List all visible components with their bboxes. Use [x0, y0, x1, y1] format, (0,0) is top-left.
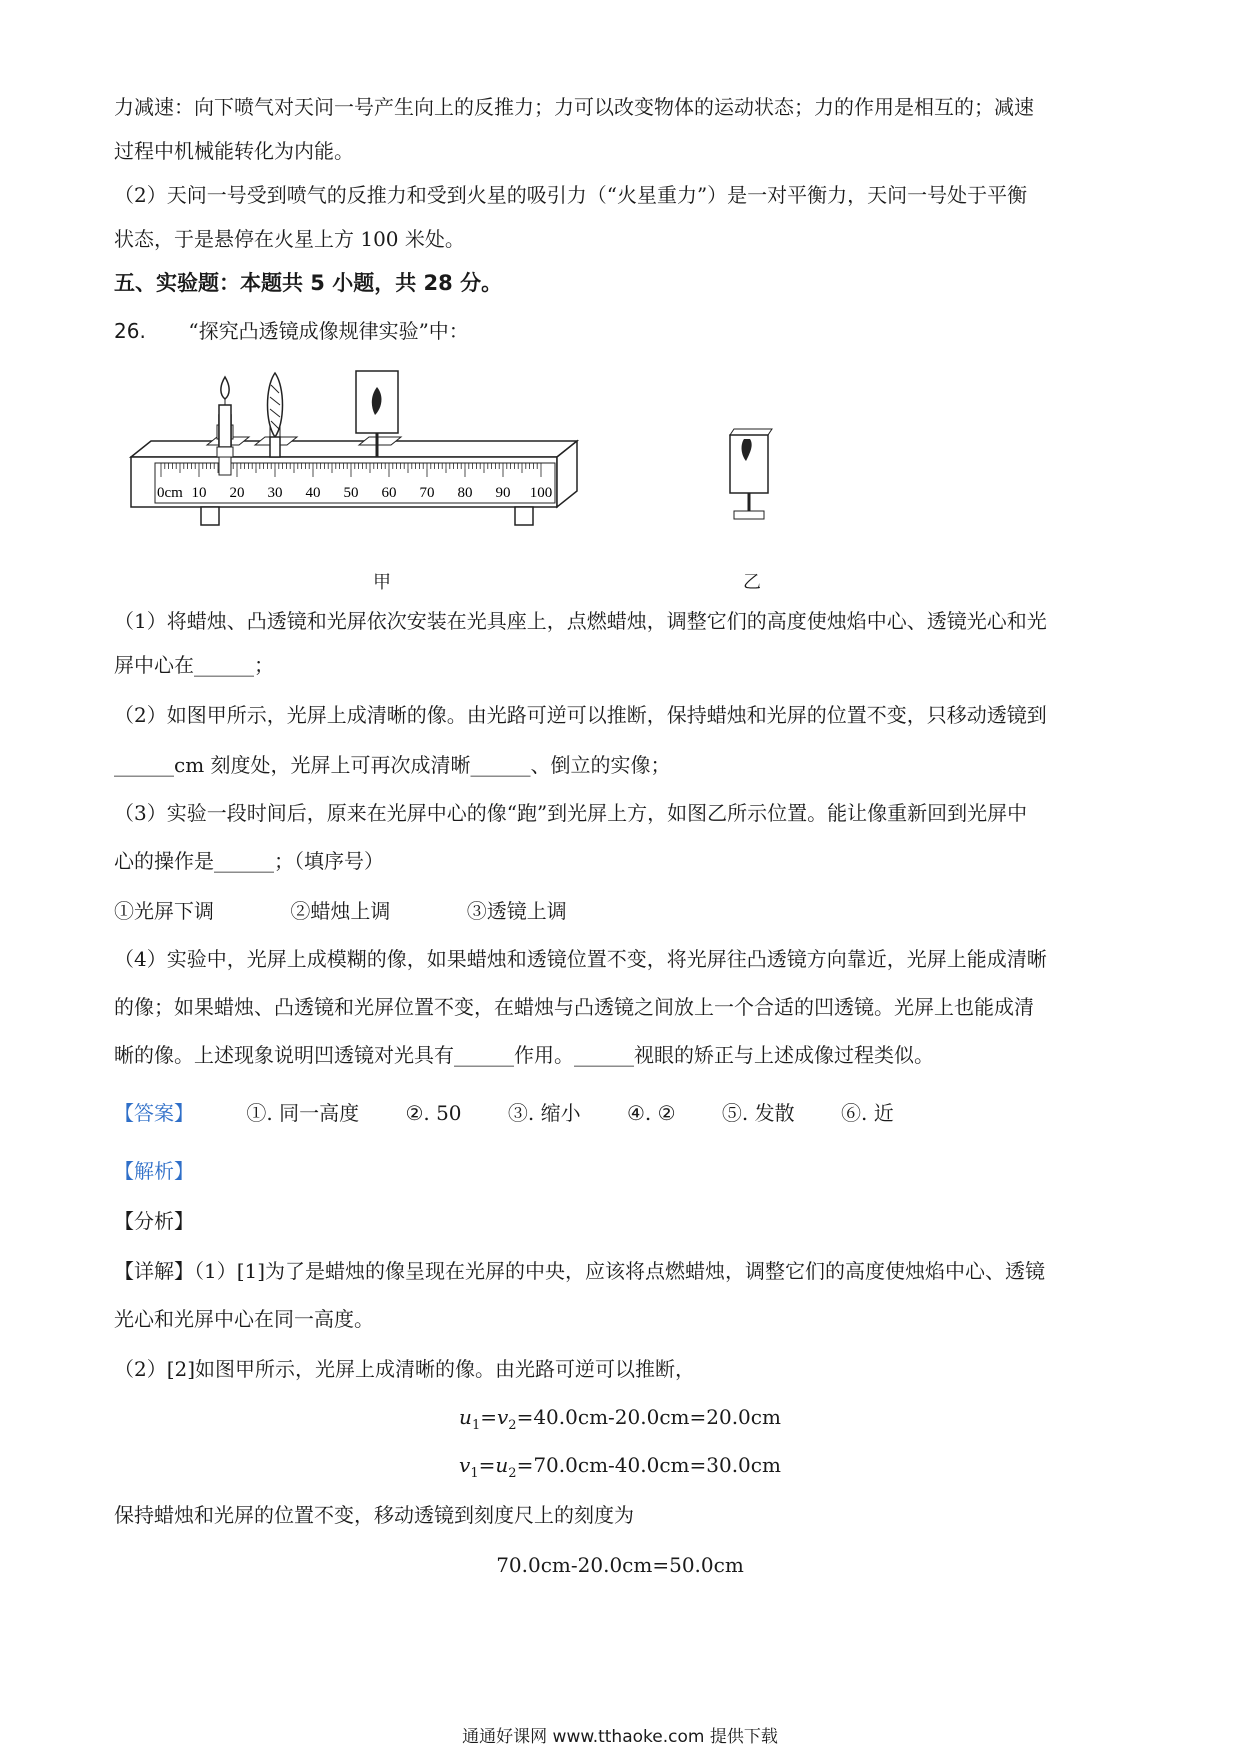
- answer-label: 【答案】: [114, 1101, 194, 1125]
- paragraph-line: （2）[2]如图甲所示，光屏上成清晰的像。由光路可逆可以推断，: [114, 1357, 696, 1381]
- paragraph-line: （2）天问一号受到喷气的反推力和受到火星的吸引力（“火星重力”）是一对平衡力，天问一号处于平衡: [114, 183, 1028, 207]
- equation-1: $u_1=v_2=40.0cm-20.0cm=20.0cm$: [459, 1405, 781, 1433]
- paragraph-line: 晰的像。上述现象说明凹透镜对光具有______作用。______视眼的矫正与上述成像过程类似。: [114, 1043, 934, 1067]
- paragraph-line: 【详解】（1）[1]为了是蜡烛的像呈现在光屏的中央，应该将点燃蜡烛，调整它们的高度使烛焰中心、透镜: [114, 1259, 1046, 1283]
- lens-icon: [268, 373, 283, 437]
- ruler-label: 40: [305, 485, 321, 501]
- paragraph-line: （1）将蜡烛、凸透镜和光屏依次安装在光具座上，点燃蜡烛，调整它们的高度使烛焰中心、透镜光心和光: [114, 609, 1047, 633]
- ruler-label: 100: [529, 485, 553, 501]
- answer-item: ①. 同一高度: [246, 1101, 360, 1125]
- ruler-label: 30: [267, 485, 283, 501]
- fenxi-label: 【分析】: [114, 1209, 194, 1233]
- paragraph-line: 屏中心在______；: [114, 653, 274, 677]
- answer-item: ②. 50: [405, 1101, 462, 1125]
- figure-caption-a: 甲: [373, 572, 391, 593]
- answer-item: ④. ②: [626, 1101, 676, 1125]
- ruler-label: 60: [381, 485, 397, 501]
- option-2: ②蜡烛上调: [290, 899, 391, 923]
- figure-caption-b: 乙: [743, 572, 761, 593]
- answer-item: ③. 缩小: [507, 1101, 581, 1125]
- paragraph-line: 过程中机械能转化为内能。: [114, 139, 354, 163]
- paragraph-line: （4）实验中，光屏上成模糊的像，如果蜡烛和透镜位置不变，将光屏往凸透镜方向靠近，光屏上能成清晰: [114, 947, 1047, 971]
- option-1: ①光屏下调: [114, 899, 214, 923]
- equation-2-rest: =70.0cm-40.0cm=30.0cm: [516, 1453, 781, 1477]
- question-title-row: [114, 316, 1134, 346]
- equation-1-rest: =40.0cm-20.0cm=20.0cm: [516, 1405, 781, 1429]
- flame-icon: [221, 377, 229, 399]
- option-row: [114, 896, 1134, 926]
- ruler-label: 10: [191, 485, 207, 501]
- ruler-label: 20: [229, 485, 245, 501]
- paragraph-line: 力减速：向下喷气对天问一号产生向上的反推力；力可以改变物体的运动状态；力的作用是相互的；减速: [114, 95, 1034, 119]
- equation-2: $v_1=u_2=70.0cm-40.0cm=30.0cm$: [459, 1453, 781, 1481]
- equation-3: 70.0cm-20.0cm=50.0cm: [496, 1553, 744, 1577]
- paragraph-line: 状态，于是悬停在火星上方 100 米处。: [114, 227, 465, 251]
- analysis-label: 【解析】: [114, 1159, 194, 1183]
- ruler-label: 70: [419, 485, 435, 501]
- paragraph-line: 的像；如果蜡烛、凸透镜和光屏位置不变，在蜡烛与凸透镜之间放上一个合适的凹透镜。光屏上也能成清: [114, 995, 1034, 1019]
- paragraph-line: （2）如图甲所示，光屏上成清晰的像。由光路可逆可以推断，保持蜡烛和光屏的位置不变，只移动透镜到: [114, 703, 1047, 727]
- paragraph-line: （3）实验一段时间后，原来在光屏中心的像“跑”到光屏上方，如图乙所示位置。能让像重新回到光屏中: [114, 801, 1028, 825]
- ruler-label: 90: [495, 485, 511, 501]
- footer-text: 通通好课网 www.tthaoke.com 提供下载: [462, 1727, 778, 1747]
- ruler-label: 80: [457, 485, 473, 501]
- ruler-label: 0cm: [157, 485, 183, 501]
- candle-lens-screen-detail: [125, 365, 585, 475]
- question-number: 26.: [114, 319, 146, 343]
- screen-figure-b: [720, 425, 800, 535]
- paragraph-line: 保持蜡烛和光屏的位置不变，移动透镜到刻度尺上的刻度为: [114, 1503, 634, 1527]
- answer-item: ⑤. 发散: [721, 1101, 795, 1125]
- ruler-label: 50: [343, 485, 359, 501]
- option-3: ③透镜上调: [466, 899, 567, 923]
- paragraph-line: ______cm 刻度处，光屏上可再次成清晰______、倒立的实像；: [114, 753, 671, 777]
- paragraph-line: 心的操作是______；（填序号）: [114, 849, 384, 873]
- answer-item: ⑥. 近: [840, 1101, 894, 1125]
- paragraph-line: 光心和光屏中心在同一高度。: [114, 1307, 374, 1331]
- answer-row: [114, 1098, 1134, 1128]
- question-title: “探究凸透镜成像规律实验”中：: [188, 319, 469, 343]
- section-heading: 五、实验题：本题共 5 小题，共 28 分。: [114, 271, 503, 295]
